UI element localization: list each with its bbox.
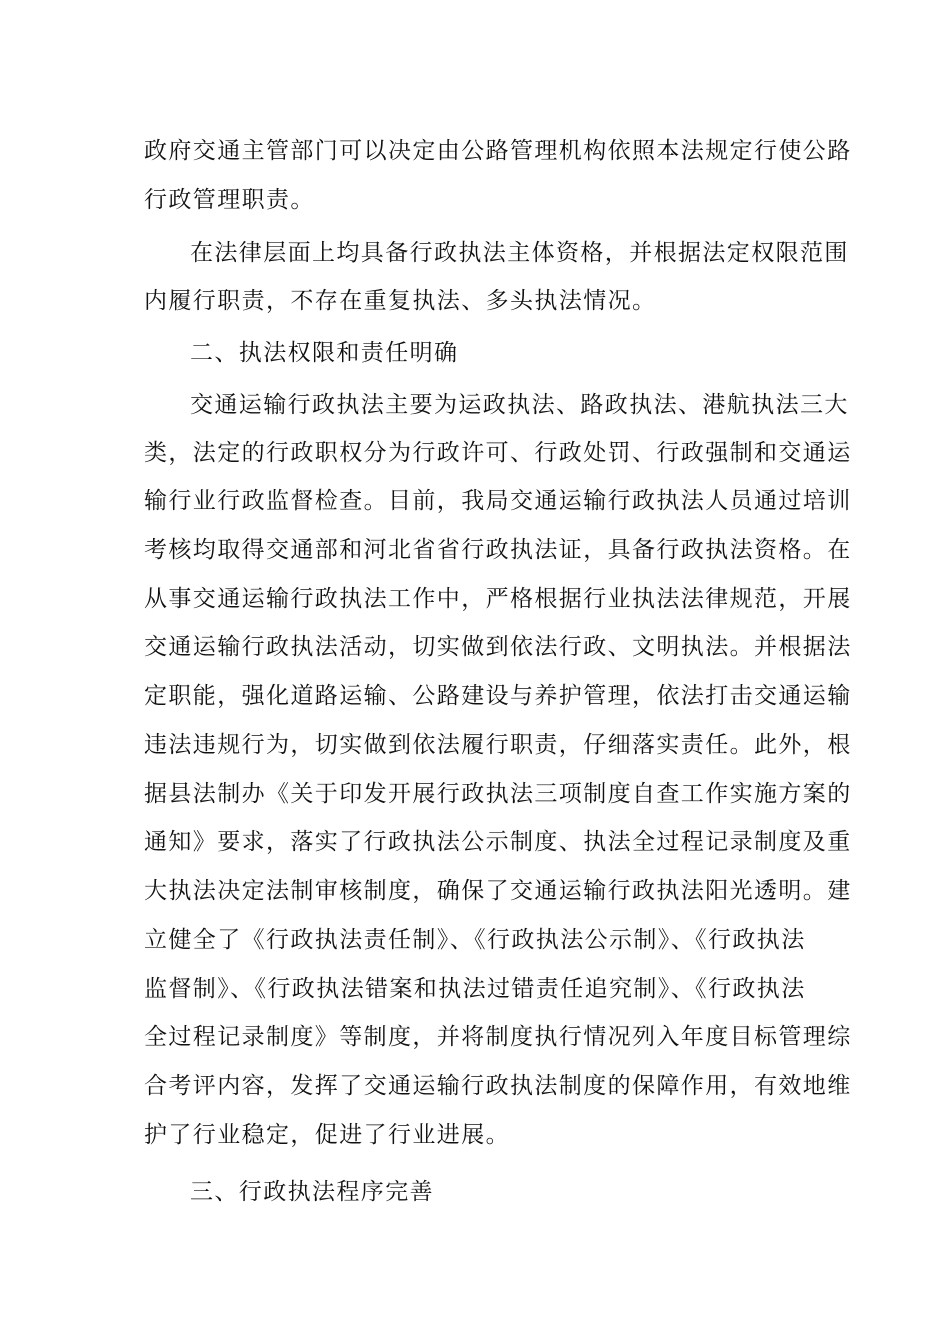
- text-line: 输行业行政监督检查。目前，我局交通运输行政执法人员通过培训: [144, 488, 852, 514]
- text-line: 交通运输行政执法活动，切实做到依法行政、文明执法。并根据法: [144, 634, 852, 660]
- text-line: 从事交通运输行政执法工作中，严格根据行业执法法律规范，开展: [144, 586, 852, 612]
- text-line: 内履行职责，不存在重复执法、多头执法情况。: [144, 288, 657, 314]
- text-line: 违法违规行为，切实做到依法履行职责，仔细落实责任。此外，根: [144, 732, 852, 758]
- text-line: 定职能，强化道路运输、公路建设与养护管理，依法打击交通运输: [144, 683, 852, 709]
- text-line: 政府交通主管部门可以决定由公路管理机构依照本法规定行使公路: [144, 138, 852, 164]
- paragraph-line: 交通运输行政执法主要为运政执法、路政执法、港航执法三大: [190, 392, 849, 418]
- section-heading: 二、执法权限和责任明确: [190, 340, 459, 366]
- text-line: 考核均取得交通部和河北省省行政执法证，具备行政执法资格。在: [144, 537, 852, 563]
- text-line: 行政管理职责。: [144, 187, 315, 213]
- paragraph-line: 在法律层面上均具备行政执法主体资格，并根据法定权限范围: [190, 240, 849, 266]
- text-line: 大执法决定法制审核制度，确保了交通运输行政执法阳光透明。建: [144, 878, 852, 904]
- text-line: 据县法制办《关于印发开展行政执法三项制度自查工作实施方案的: [144, 781, 852, 807]
- section-heading: 三、行政执法程序完善: [190, 1179, 434, 1205]
- text-line: 合考评内容，发挥了交通运输行政执法制度的保障作用，有效地维: [144, 1073, 852, 1099]
- text-line: 立健全了《行政执法责任制》、《行政执法公示制》、《行政执法: [144, 927, 806, 953]
- text-line: 全过程记录制度》等制度，并将制度执行情况列入年度目标管理综: [144, 1024, 852, 1050]
- text-line: 护了行业稳定，促进了行业进展。: [144, 1122, 510, 1148]
- text-line: 通知》要求，落实了行政执法公示制度、执法全过程记录制度及重: [144, 829, 852, 855]
- text-line: 监督制》、《行政执法错案和执法过错责任追究制》、《行政执法: [144, 976, 806, 1002]
- text-line: 类，法定的行政职权分为行政许可、行政处罚、行政强制和交通运: [144, 440, 852, 466]
